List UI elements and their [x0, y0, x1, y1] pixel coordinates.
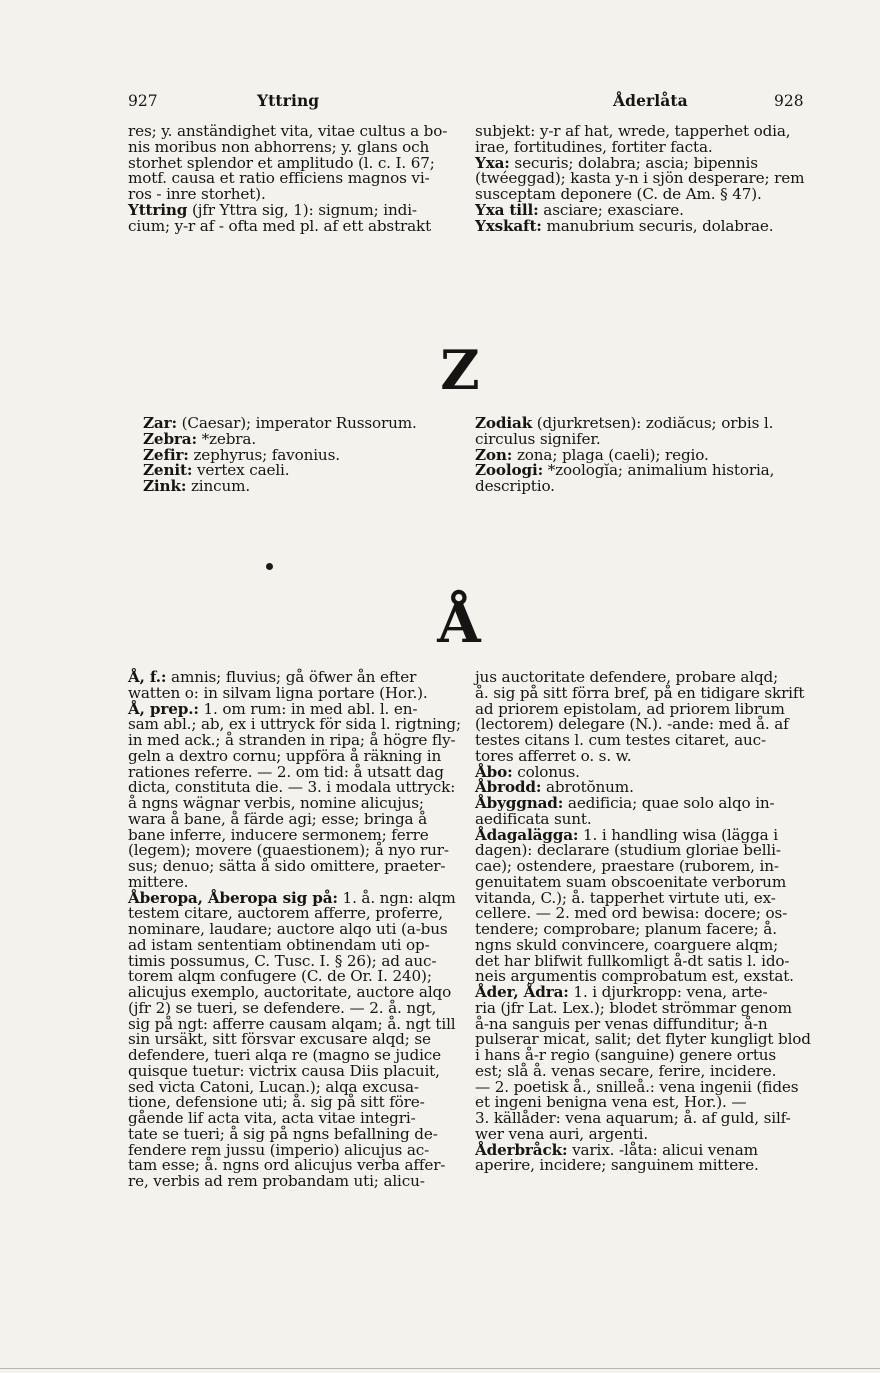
text-line: est; slå å. venas secare, ferire, incidere.	[475, 1061, 777, 1080]
text-line: Yxskaft: manubrium securis, dolabrae.	[475, 216, 774, 235]
headword: Å, prep.:	[128, 699, 199, 718]
page-bottom-edge	[0, 1368, 880, 1369]
text-line: å-na sanguis per venas diffunditur; å-n	[475, 1014, 768, 1033]
text-line: et ingeni benigna vena est, Hor.). —	[475, 1093, 747, 1112]
text-line: Zon: zona; plaga (caeli); regio.	[475, 445, 709, 464]
text-line: watten o: in silvam ligna portare (Hor.).	[128, 683, 428, 702]
text-line: i hans å-r regio (sanguine) genere ortus	[475, 1046, 777, 1064]
text-line: Zenit: vertex caeli.	[143, 461, 290, 480]
text-line: Å, prep.: 1. om rum: in med abl. l. en-	[128, 699, 418, 718]
left-running-title: Yttring	[257, 91, 320, 110]
text-line: aedificata sunt.	[475, 809, 592, 828]
z-entries-right-column	[475, 416, 815, 495]
text-line: genuitatem suam obscoenitate verborum	[475, 872, 787, 891]
headword: Zon:	[475, 445, 513, 464]
text-line: dagen): declarare (studium gloriae belli-	[475, 841, 781, 860]
text-line: nis moribus non abhorrens; y. glans och	[128, 137, 430, 156]
text-line: ad istam sententiam obtinendam uti op-	[128, 935, 430, 954]
text-line: (legem); movere (quaestionem); å nyo rur-	[128, 841, 449, 860]
text-line: timis possumus, C. Tusc. I. § 26); ad auc-	[128, 951, 437, 970]
text-line: tate se tueri; å sig på ngns befallning de-	[128, 1124, 438, 1143]
headword: Yxa:	[475, 153, 510, 172]
headword: Åbo:	[475, 762, 513, 781]
text-line: Yttring (jfr Yttra sig, 1): signum; indi-	[128, 200, 417, 219]
text-line: Zebra: *zebra.	[143, 429, 256, 448]
text-line: — 2. poetisk å., snilleå.: vena ingenii (fides	[475, 1077, 799, 1096]
text-line: res; y. anständighet vita, vitae cultus a bo-	[128, 122, 448, 140]
text-line: aperire, incidere; sanguinem mittere.	[475, 1156, 759, 1175]
text-line: Åbyggnad: aedificia; quae solo alqo in-	[475, 794, 775, 812]
headword: Zebra:	[143, 429, 197, 448]
text-line: Yxa till: asciare; exasciare.	[475, 200, 684, 219]
text-line: wara å bane, å färde agi; esse; bringa å	[128, 809, 428, 828]
text-line: tam esse; å. ngns ord alicujus verba affer-	[128, 1156, 446, 1175]
text-line: Åberopa, Åberopa sig på: 1. å. ngn: alqm	[128, 888, 456, 907]
text-line: pulserar micat, salit; det flyter kungligt blod	[475, 1030, 811, 1049]
headword: Zodiak	[475, 414, 533, 432]
text-line: tendere; comprobare; planum facere; å.	[475, 920, 777, 938]
text-line: sig på ngt: afferre causam alqam; å. ngt till	[128, 1014, 456, 1033]
text-line: dicta, constituta die. — 3. i modala uttryck:	[128, 778, 456, 797]
z-entries-left-column	[143, 416, 463, 495]
headword: Zenit:	[143, 461, 193, 480]
text-line: cium; y-r af - ofta med pl. af ett abstrakt	[128, 216, 432, 235]
headword: Yxskaft:	[475, 216, 542, 235]
text-line: Åder, Ådra: 1. i djurkropp: vena, arte-	[475, 983, 768, 1001]
text-line: testem citare, auctorem afferre, proferre,	[128, 904, 443, 923]
text-line: irae, fortitudines, fortiter facta.	[475, 137, 713, 156]
headword: Zefir:	[143, 445, 189, 464]
text-line: å. sig på sitt förra bref, på en tidigare skrift	[475, 683, 805, 702]
headword: Yxa till:	[475, 200, 539, 219]
text-line: defendere, tueri alqa re (magno se judice	[128, 1046, 442, 1064]
text-line: vitanda, C.); å. tapperhet virtute uti, ex-	[475, 888, 776, 907]
text-line: subjekt: y-r af hat, wrede, tapperhet odia,	[475, 122, 791, 140]
text-line: neis argumentis comprobatum est, exstat.	[475, 967, 794, 986]
y-entries-right-column	[475, 124, 815, 234]
text-line: geln a dextro cornu; uppföra å räkning in	[128, 746, 442, 765]
text-line: Åbo: colonus.	[475, 762, 580, 781]
text-line: quisque tuetur: victrix causa Diis placuit,	[128, 1061, 440, 1080]
headword: Åbrodd:	[475, 778, 542, 797]
text-line: testes citans l. cum testes citaret, auc-	[475, 731, 767, 749]
text-line: descriptio.	[475, 477, 555, 495]
text-line: 3. källåder: vena aquarum; å. af guld, silf-	[475, 1109, 791, 1127]
headword: Å, f.:	[128, 668, 167, 686]
text-line: Zoologi: *zoologĭa; animalium historia,	[475, 461, 775, 480]
text-line: sam abl.; ab, ex i uttryck för sida l. rigtning;	[128, 715, 461, 734]
text-line: Zar: (Caesar); imperator Russorum.	[143, 414, 417, 432]
text-line: cae); ostendere, praestare (ruborem, in-	[475, 857, 779, 875]
headword: Zink:	[143, 477, 187, 495]
text-line: susceptam deponere (C. de Am. § 47).	[475, 185, 762, 203]
text-line: storhet splendor et amplitudo (l. c. I. 67;	[128, 153, 435, 172]
headword: Zoologi:	[475, 461, 544, 480]
text-line: sus; denuo; sätta å sido omittere, praeter-	[128, 857, 446, 875]
right-running-title: Åderlåta	[613, 91, 688, 110]
text-line: Zodiak (djurkretsen): zodiăcus; orbis l.	[475, 414, 774, 432]
a-ring-entries-left-column	[128, 670, 462, 1190]
text-line: Ådagalägga: 1. i handling wisa (lägga i	[475, 825, 778, 844]
text-line: nominare, laudare; auctore alqo uti (a-bus	[128, 920, 448, 938]
headword: Åbyggnad:	[475, 794, 564, 812]
text-line: ad priorem epistolam, ad priorem librum	[475, 699, 785, 718]
section-heading-z: Z	[440, 338, 480, 402]
left-page-number: 927	[128, 92, 158, 110]
headword: Ådagalägga:	[475, 825, 579, 844]
text-line: in med ack.; å stranden in ripa; å högre fly-	[128, 731, 456, 749]
text-line: Åbrodd: abrotŏnum.	[475, 778, 634, 797]
text-line: gående lif acta vita, acta vitae integri-	[128, 1109, 416, 1127]
text-line: Åderbråck: varix. -låta: alicui venam	[475, 1140, 758, 1159]
text-line: bane inferre, inducere sermonem; ferre	[128, 825, 429, 844]
text-line: alicujus exemplo, auctoritate, auctore alqo	[128, 983, 452, 1001]
text-line: jus auctoritate defendere, probare alqd;	[475, 668, 779, 686]
text-line: motf. causa et ratio efficiens magnos vi-	[128, 169, 430, 188]
text-line: Zink: zincum.	[143, 477, 251, 495]
text-line: sed victa Catoni, Lucan.); alqa excusa-	[128, 1077, 419, 1096]
headword: Yttring	[128, 200, 188, 219]
text-line: (lectorem) delegare (N.). -ande: med å. af	[475, 715, 789, 734]
text-line: sin ursäkt, sitt försvar excusare alqd; se	[128, 1030, 431, 1049]
headword: Åder, Ådra:	[475, 983, 569, 1001]
text-line: torem alqm confugere (C. de Or. I. 240);	[128, 967, 432, 986]
text-line: (jfr 2) se tueri, se defendere. — 2. å. ngt,	[128, 998, 437, 1017]
headword: Åberopa, Åberopa sig på:	[128, 888, 338, 907]
text-line: re, verbis ad rem probandam uti; alicu-	[128, 1172, 425, 1190]
text-line: ngns skuld convincere, coarguere alqm;	[475, 935, 779, 954]
text-line: Yxa: securis; dolabra; ascia; bipennis	[475, 153, 758, 172]
text-line: ros - inre storhet).	[128, 185, 266, 203]
text-line: cellere. — 2. med ord bewisa: docere; os-	[475, 904, 788, 923]
ink-speck	[266, 563, 273, 570]
section-heading-a-ring: Å	[437, 590, 481, 656]
text-line: tione, defensione uti; å. sig på sitt före-	[128, 1093, 425, 1112]
right-page-number: 928	[774, 92, 804, 110]
text-line: wer vena auri, argenti.	[475, 1124, 649, 1143]
text-line: rationes referre. — 2. om tid: å utsatt dag	[128, 762, 444, 781]
text-line: Zefir: zephyrus; favonius.	[143, 445, 340, 464]
text-line: ria (jfr Lat. Lex.); blodet strömmar genom	[475, 998, 792, 1017]
headword: Zar:	[143, 414, 177, 432]
text-line: å ngns wägnar verbis, nomine alicujus;	[128, 794, 424, 812]
headword: Åderbråck:	[475, 1140, 568, 1159]
a-ring-entries-right-column	[475, 670, 815, 1174]
text-line: mittere.	[128, 872, 189, 891]
text-line: tores afferret o. s. w.	[475, 746, 632, 765]
y-entries-left-column	[128, 124, 462, 234]
text-line: det har blifwit fullkomligt å-dt satis l. ido-	[475, 951, 790, 970]
text-line: fendere rem jussu (imperio) alicujus ac-	[128, 1140, 430, 1159]
text-line: circulus signifer.	[475, 429, 601, 448]
text-line: (twéeggad); kasta y-n i sjön desperare; rem	[475, 169, 805, 188]
text-line: Å, f.: amnis; fluvius; gå öfwer ån efter	[128, 668, 417, 686]
